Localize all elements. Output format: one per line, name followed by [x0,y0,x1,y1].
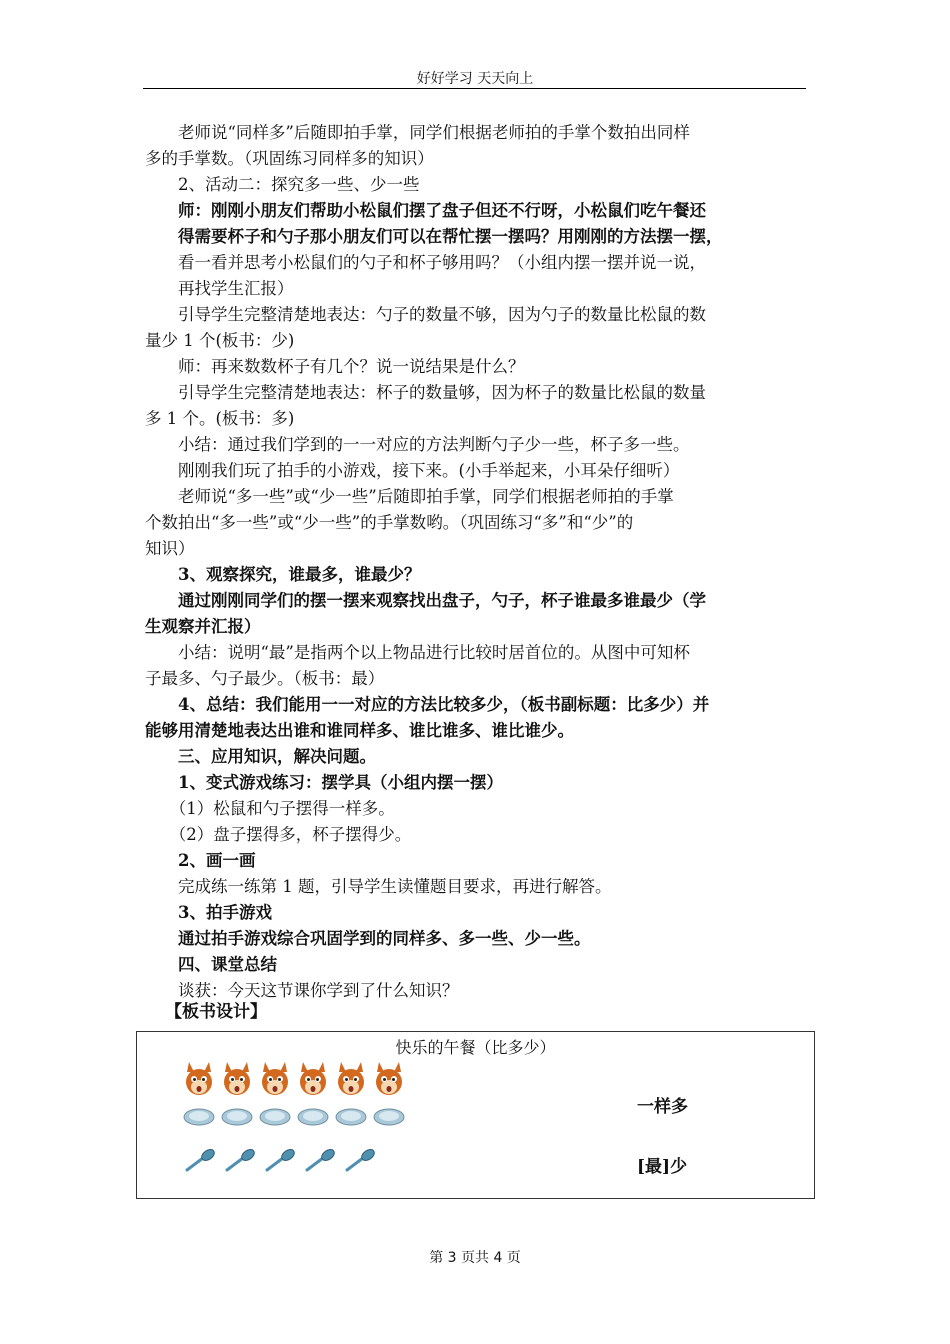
text-line: 老师说“同样多”后随即拍手掌，同学们根据老师拍的手掌个数拍出同样 [145,123,690,142]
text-line: 刚刚我们玩了拍手的小游戏，接下来。(小手举起来，小耳朵仔细听） [145,461,680,480]
text-line: 2、画一画 [145,851,256,870]
text-line: 小结：说明“最”是指两个以上物品进行比较时居首位的。从图中可知杯 [145,643,690,662]
text-line: 师：刚刚小朋友们帮助小松鼠们摆了盘子但还不行呀，小松鼠们吃午餐还 [145,201,706,220]
text-line: 4、总结：我们能用一一对应的方法比较多少，（板书副标题：比多少）并 [145,695,710,714]
text-line: （2）盘子摆得多，杯子摆得少。 [145,825,412,844]
text-line: 通过拍手游戏综合巩固学到的同样多、多一些、少一些。 [145,929,591,948]
squirrel-icon [183,1058,215,1102]
text-line: 知识） [145,539,195,558]
spoon-icon [183,1148,217,1178]
text-line: 子最多、勺子最少。（板书：最） [145,669,385,688]
plate-row [183,1106,405,1132]
text-line: 多的手掌数。（巩固练习同样多的知识） [145,149,434,168]
text-line: 谈获：今天这节课你学到了什么知识？ [145,981,459,1000]
text-line: 3、观察探究，谁最多，谁最少？ [145,565,421,584]
text-line: 个数拍出“多一些”或“少一些”的手掌数哟。（巩固练习“多”和“少”的 [145,513,634,532]
text-line: 能够用清楚地表达出谁和谁同样多、谁比谁多、谁比谁少。 [145,721,574,740]
board-caption: 快乐的午餐（比多少） [395,1038,556,1057]
squirrel-icon [259,1058,291,1102]
text-line: （1）松鼠和勺子摆得一样多。 [145,799,395,818]
plate-icon [297,1106,329,1132]
text-line: 完成练一练第 1 题，引导学生读懂题目要求，再进行解答。 [145,877,612,896]
spoon-icon [263,1148,297,1178]
text-line: 通过刚刚同学们的摆一摆来观察找出盘子，勺子，杯子谁最多谁最少（学 [145,591,706,610]
squirrel-icon [373,1058,405,1102]
text-line: 2、活动二：探究多一些、少一些 [145,175,420,194]
text-line: 量少 1 个(板书：少) [145,331,295,350]
header-rule [143,88,806,89]
text-line: 引导学生完整清楚地表达：勺子的数量不够，因为勺子的数量比松鼠的数 [145,305,706,324]
spoon-icon [223,1148,257,1178]
text-line: 看一看并思考小松鼠们的勺子和杯子够用吗？（小组内摆一摆并说一说， [145,253,706,272]
text-line: 三、应用知识，解决问题。 [145,747,376,766]
plate-icon [221,1106,253,1132]
text-line: 得需要杯子和勺子那小朋友们可以在帮忙摆一摆吗？用刚刚的方法摆一摆， [145,227,723,246]
spoon-icon [303,1148,337,1178]
blackboard-design-box [136,1031,815,1199]
text-line: 老师说“多一些”或“少一些”后随即拍手掌，同学们根据老师拍的手掌 [145,487,674,506]
page-header: 好好学习 天天向上 [416,71,534,87]
plate-icon [259,1106,291,1132]
lesson-content [145,120,805,1004]
spoon-icon [343,1148,377,1178]
squirrel-icon [297,1058,329,1102]
page-footer: 第 3 页共 4 页 [429,1250,521,1266]
label-least: [最]少 [637,1157,688,1177]
text-line: 四、课堂总结 [145,955,277,974]
squirrel-row [183,1058,405,1102]
spoon-row [183,1148,377,1178]
text-line: 再找学生汇报） [145,279,294,298]
text-line: 引导学生完整清楚地表达：杯子的数量够，因为杯子的数量比松鼠的数量 [145,383,706,402]
text-line: 1、变式游戏练习：摆学具（小组内摆一摆） [145,773,503,792]
text-line: 多 1 个。(板书：多) [145,409,295,428]
label-same-amount: 一样多 [637,1097,688,1117]
plate-icon [335,1106,367,1132]
text-line: 小结：通过我们学到的一一对应的方法判断勺子少一些，杯子多一些。 [145,435,690,454]
text-line: 师：再来数数杯子有几个？说一说结果是什么？ [145,357,525,376]
squirrel-icon [335,1058,367,1102]
squirrel-icon [221,1058,253,1102]
plate-icon [183,1106,215,1132]
board-section-title: 【板书设计】 [165,1002,267,1022]
text-line: 3、拍手游戏 [145,903,272,922]
plate-icon [373,1106,405,1132]
text-line: 生观察并汇报） [145,617,261,636]
